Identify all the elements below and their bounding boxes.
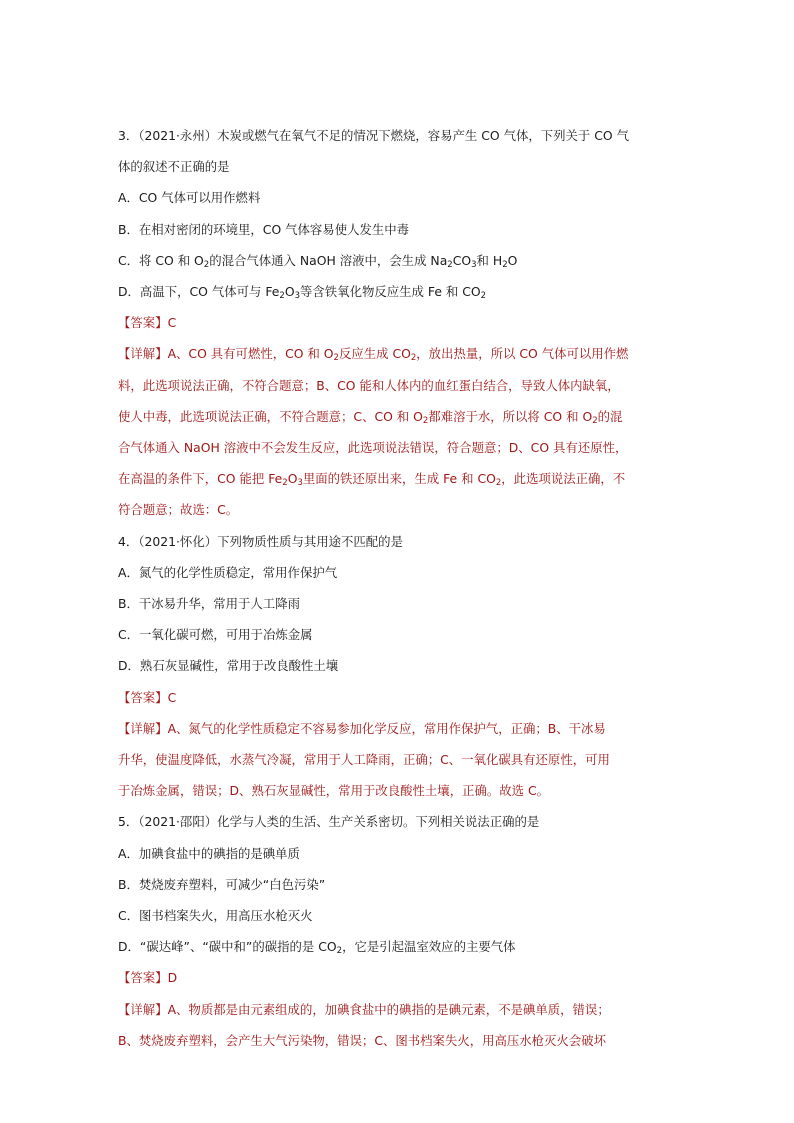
subscript: 2 [333,353,339,364]
subscript: 3 [471,259,477,270]
text-run: 在高温的条件下，CO 能把 Fe [118,471,283,487]
text-run: 使人中毒，此选项说法正确，不符合题意；C、CO 和 O [118,408,423,424]
answer-line [118,970,177,985]
text-run: 等含铁氧化物反应生成 Fe 和 CO [300,284,481,299]
answer-value: D [167,970,178,986]
subscript: 2 [495,478,502,489]
subscript: 2 [592,415,598,426]
option-line [118,877,325,892]
option-line [118,939,516,957]
option-line [118,908,313,923]
text-run: 料，此选项说法正确，不符合题意；B、CO 能和人体内的血红蛋白结合，导致人体内缺氧， [118,377,620,393]
detail-line [118,409,622,424]
subscript: 2 [279,291,285,301]
text-run: O [287,471,298,487]
text-run: 的混 [597,408,623,424]
text-run: 合气体通入 NaOH 溶液中不会发生反应，此选项说法错误，符合题意；D、CO 具有还原性， [118,440,628,455]
text-run: C．一氧化碳可燃，可用于冶炼金属 [118,627,313,643]
detail-line [118,440,627,455]
text-run: A．氮气的化学性质稳定，常用作保护气 [118,564,338,580]
option-line [118,222,409,237]
text-run: B．焚烧废弃塑料，可减少“白色污染” [118,876,326,892]
subscript: 2 [502,259,508,270]
subscript: 2 [480,291,487,301]
subscript: 2 [282,478,288,489]
text-run: 体的叙述不正确的是 [118,159,230,175]
subscript: 2 [422,415,429,426]
question-stem-line [118,814,539,829]
detail-line [118,752,610,767]
question-stem-line [118,159,230,174]
detail-line [118,502,238,517]
detail-line [118,346,629,364]
detail-line [118,471,626,489]
answer-label: 【答案】 [118,970,168,986]
subscript: 2 [203,259,210,270]
answer-label: 【答案】 [118,689,168,705]
text-run: 和 H [476,252,503,268]
subscript: 2 [410,353,417,364]
text-run: A、氮气的化学性质稳定不容易参加化学反应，常用作保护气，正确；B、干冰易 [167,720,606,736]
text-run: 5．（2021·邵阳）化学与人类的生活、生产关系密切。下列相关说法正确的是 [118,814,540,830]
text-run: O [507,252,518,268]
text-run: 符合题意；故选：C。 [118,502,239,518]
subscript: 2 [447,259,453,270]
option-line [118,846,300,861]
question-stem-line [118,128,629,143]
text-run: ，此选项说法正确，不 [501,471,626,487]
text-run: 3．（2021·永州）木炭或燃气在氧气不足的情况下燃烧，容易产生 CO 气体，下列关于 CO 气 [118,128,629,143]
text-run: 4．（2021·怀化）下列物质性质与其用途不匹配的是 [118,533,403,549]
option-line [118,627,313,642]
text-run: CO [452,252,472,268]
text-run: A．加碘食盐中的碘指的是碘单质 [118,845,300,861]
answer-line [118,315,176,330]
answer-label: 【答案】 [118,315,168,331]
text-run: 里面的铁还原出来，生成 Fe 和 CO [302,471,496,487]
detail-label: 【详解】 [118,1001,168,1017]
subscript: 3 [297,478,303,489]
detail-label: 【详解】 [118,346,168,362]
text-run: D．熟石灰显碱性，常用于改良酸性土壤 [118,658,339,674]
text-run: B．干冰易升华，常用于人工降雨 [118,596,300,611]
option-line [118,284,486,299]
text-run: 升华，使温度降低，水蒸气冷凝，常用于人工降雨，正确；C、一氧化碳具有还原性，可用 [118,752,610,767]
text-run: ，放出热量，所以 CO 气体可以用作燃 [416,346,629,362]
option-line [118,596,300,611]
text-run: A、CO 具有可燃性，CO 和 O [167,346,334,362]
option-line [118,565,337,580]
subscript: 3 [294,291,301,301]
detail-line [118,783,549,798]
text-run: 于冶炼金属，错误；D、熟石灰显碱性，常用于改良酸性土壤，正确。故选 C。 [118,783,550,799]
text-run: C．图书档案失火，用高压水枪灭火 [118,908,313,923]
answer-line [118,690,176,705]
detail-line [118,721,606,736]
text-run: 反应生成 CO [338,346,411,362]
subscript: 2 [336,946,343,957]
text-run: ，它是引起温室效应的主要气体 [342,939,516,955]
text-run: O [284,284,295,299]
text-run: A、物质都是由元素组成的，加碘食盐中的碘指的是碘元素，不是碘单质，错误； [167,1001,610,1017]
text-run: B．在相对密闭的环境里，CO 气体容易使人发生中毒 [118,221,410,237]
text-run: A．CO 气体可以用作燃料 [118,190,261,206]
detail-line [118,1033,606,1048]
option-line [118,190,260,205]
text-run: 的混合气体通入 NaOH 溶液中，会生成 Na [209,252,448,268]
text-run: D．高温下，CO 气体可与 Fe [118,284,280,299]
detail-line [118,378,620,393]
detail-label: 【详解】 [118,720,168,736]
option-line [118,253,517,268]
answer-value: C [167,689,177,705]
text-run: 都难溶于水，所以将 CO 和 O [428,408,593,424]
text-run: D．“碳达峰”、“碳中和”的碳指的是 CO [118,939,337,955]
detail-line [118,1002,610,1017]
question-stem-line [118,534,403,549]
answer-value: C [167,315,177,331]
text-run: B、焚烧废弃塑料，会产生大气污染物，错误；C、图书档案失火，用高压水枪灭火会破坏 [118,1032,606,1048]
option-line [118,658,338,673]
text-run: C．将 CO 和 O [118,252,204,268]
